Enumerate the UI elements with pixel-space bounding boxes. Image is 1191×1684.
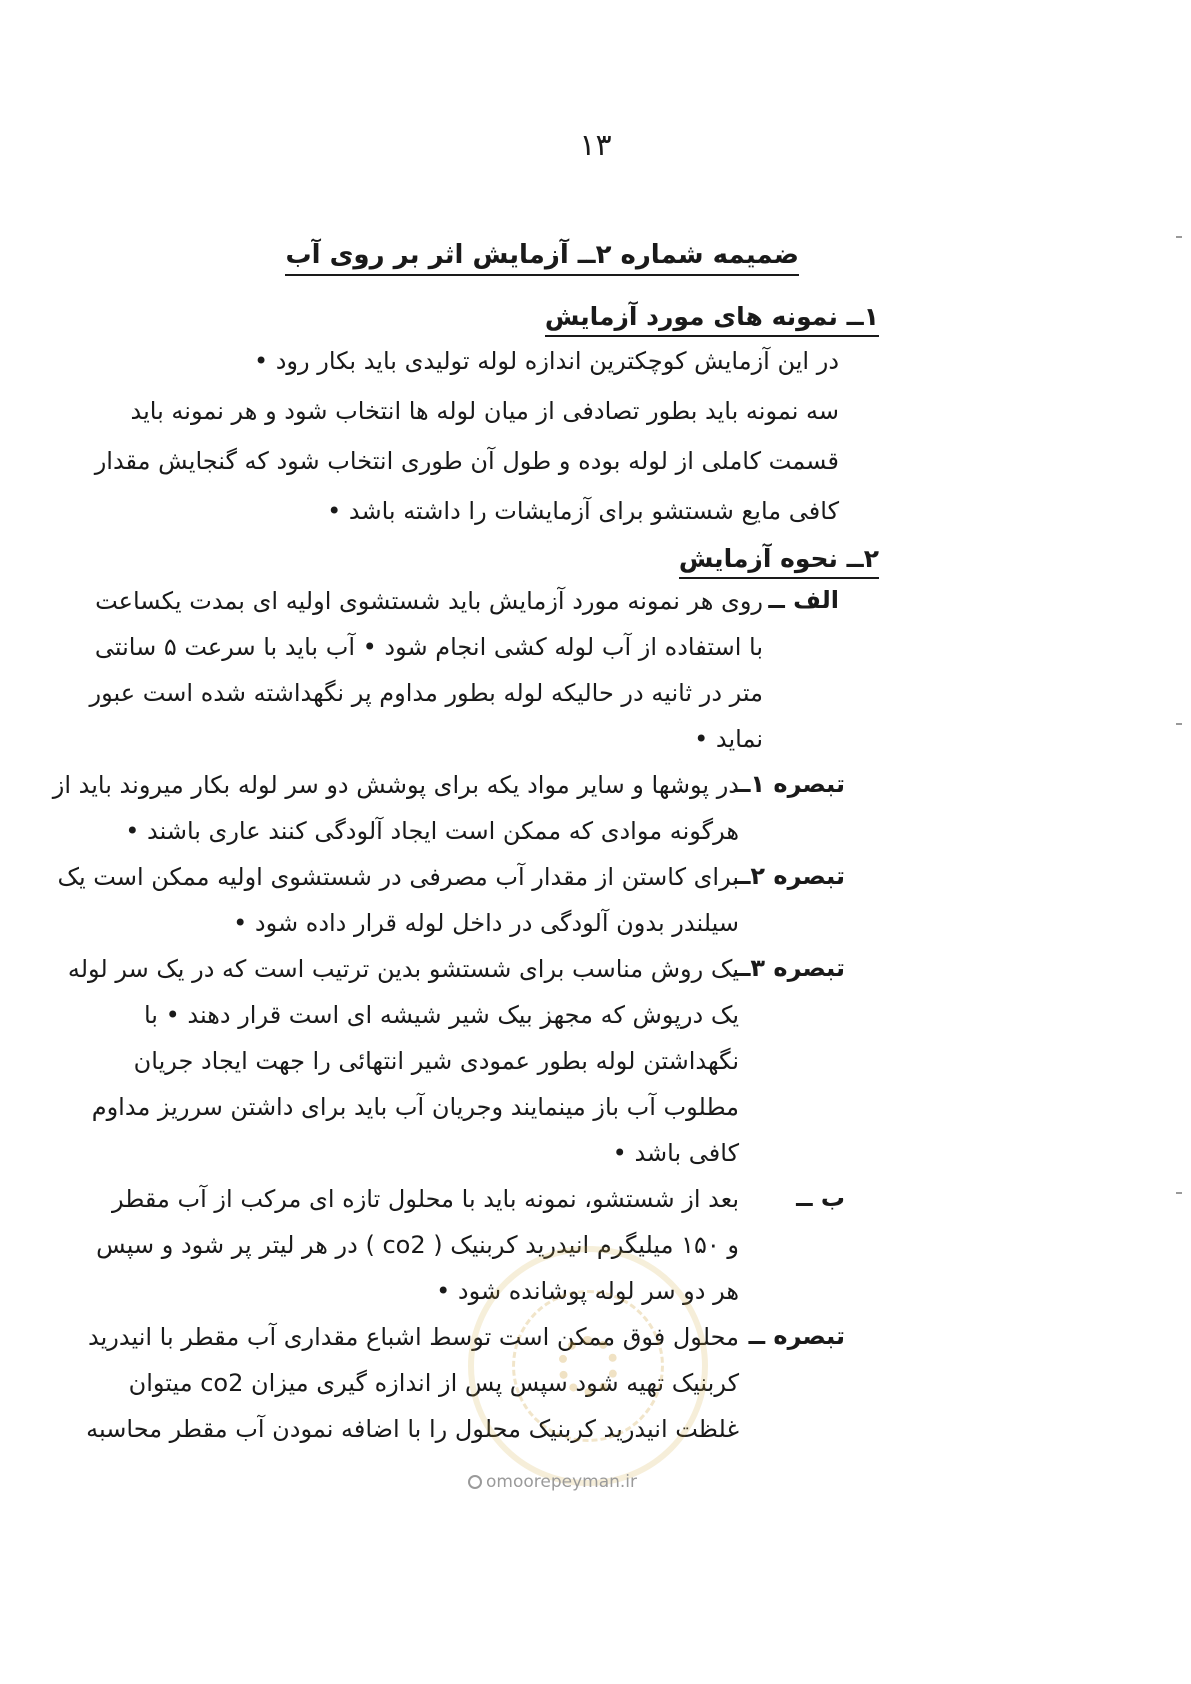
page-title-text: ضمیمه شماره ۲ــ آزمایش اثر بر روی آب — [285, 240, 799, 276]
note-1-line-2: هرگونه موادی که ممکن است ایجاد آلودگی کنند عاری باشند • — [125, 817, 739, 845]
note-1-label: تبصره ۱ــ — [734, 770, 845, 798]
item-beh-line-2: و ۱۵۰ میلیگرم انیدرید کربنیک ( co2 ) در هر لیتر پر شود و سپس — [96, 1231, 739, 1259]
item-beh-label: ب ــ — [796, 1184, 845, 1212]
item-alef-line-3: متر در ثانیه در حالیکه لوله بطور مداوم پر نگهداشته شده است عبور — [89, 679, 763, 707]
gear-icon — [558, 1336, 618, 1396]
section-1-line-1: در این آزمایش کوچکترین اندازه لوله تولیدی باید بکار رود • — [253, 347, 839, 375]
at-icon — [468, 1475, 482, 1489]
scan-mark — [1176, 1192, 1182, 1194]
scan-mark — [1176, 236, 1182, 238]
note-3-label: تبصره ۳ــ — [734, 954, 845, 982]
section-1-line-3: قسمت کاملی از لوله بوده و طول آن طوری انتخاب شود که گنجایش مقدار — [94, 447, 839, 475]
section-2-heading — [679, 544, 879, 573]
section-1-heading-text: ۱ــ نمونه های مورد آزمایش — [545, 302, 879, 337]
watermark-text: omoorepeyman.ir — [486, 1472, 638, 1492]
item-beh-line-1: بعد از شستشو، نمونه باید با محلول تازه ای مرکب از آب مقطر — [111, 1185, 739, 1213]
note-1-line-1: در پوشها و سایر مواد یکه برای پوشش دو سر لوله بکار میروند باید از — [52, 771, 739, 799]
note-3-line-3: نگهداشتن لوله بطور عمودی شیر انتهائی را جهت ایجاد جریان — [133, 1047, 739, 1075]
section-1-line-4: کافی مایع شستشو برای آزمایشات را داشته باشد • — [327, 497, 839, 525]
page-title — [285, 240, 799, 270]
note-2-line-2: سیلندر بدون آلودگی در داخل لوله قرار داده شود • — [233, 909, 739, 937]
note-3-line-1: یک روش مناسب برای شستشو بدین ترتیب است که در یک سر لوله — [67, 955, 739, 983]
note-3-line-4: مطلوب آب باز مینمایند وجریان آب باید برای داشتن سرریز مداوم — [91, 1093, 739, 1121]
scan-mark — [1176, 723, 1182, 725]
item-alef-line-4: نماید • — [694, 725, 763, 753]
item-alef-line-2: با استفاده از آب لوله کشی انجام شود • آب باید با سرعت ۵ سانتی — [94, 633, 763, 661]
section-1-line-2: سه نمونه باید بطور تصادفی از میان لوله ها انتخاب شود و هر نمونه باید — [130, 397, 839, 425]
watermark — [468, 1472, 637, 1492]
logo-stamp-icon — [468, 1246, 708, 1486]
note-2-line-1: برای کاستن از مقدار آب مصرفی در شستشوی اولیه ممکن است یک — [57, 863, 739, 891]
page-number: ۱۳ — [579, 128, 612, 163]
note-2-label: تبصره ۲ــ — [734, 862, 845, 890]
item-alef-label: الف ــ — [768, 586, 839, 614]
item-alef-line-1: روی هر نمونه مورد آزمایش باید شستشوی اولیه ای بمدت یکساعت — [95, 587, 763, 615]
note-final-line-3: غلظت انیدرید کربنیک محلول را با اضافه نمودن آب مقطر محاسبه — [86, 1415, 739, 1443]
note-3-line-5: کافی باشد • — [612, 1139, 739, 1167]
section-1-heading — [545, 302, 879, 331]
note-3-line-2: یک درپوش که مجهز بیک شیر شیشه ای است قرار دهند • با — [143, 1001, 739, 1029]
note-final-line-1: محلول فوق ممکن است توسط اشباع مقداری آب مقطر با انیدرید — [88, 1323, 739, 1351]
note-final-line-2: کربنیک تهیه شود سپس پس از اندازه گیری میزان co2 میتوان — [128, 1369, 739, 1397]
section-2-heading-text: ۲ــ نحوه آزمایش — [679, 544, 879, 579]
item-beh-line-3: هر دو سر لوله پوشانده شود • — [436, 1277, 739, 1305]
note-final-label: تبصره ــ — [748, 1322, 845, 1350]
